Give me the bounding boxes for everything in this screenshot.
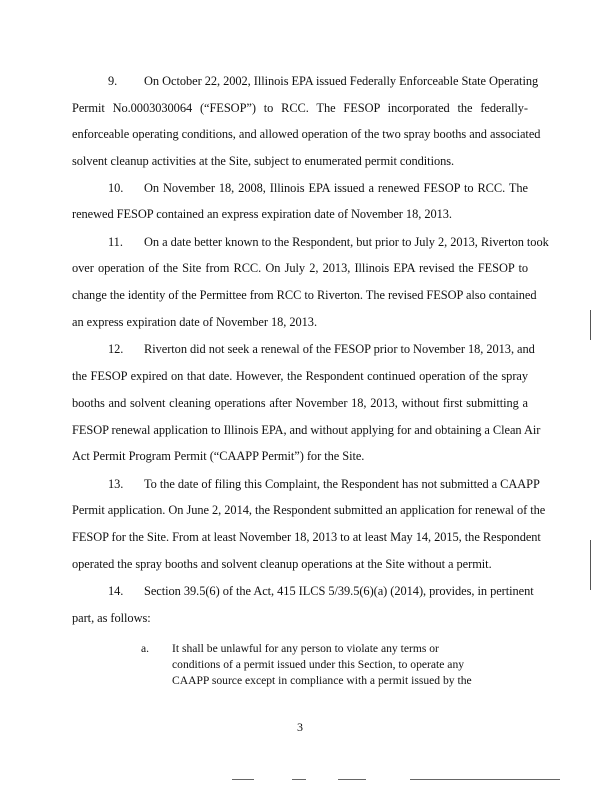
paragraph-9-line-3: enforceable operating conditions, and allowed operation of the two spray booths and associated <box>72 127 541 141</box>
quote-line-2: conditions of a permit issued under this Section, to operate any <box>172 658 465 671</box>
paragraph-14-line-2: part, as follows: <box>72 611 151 625</box>
paragraph-number: 10. <box>108 181 124 195</box>
page-number: 3 <box>297 720 303 734</box>
paragraph-number: 9. <box>108 74 118 88</box>
paragraph-number: 13. <box>108 477 124 491</box>
paragraph-13-line-4: operated the spray booths and solvent cleanup operations at the Site without a permit. <box>72 557 492 571</box>
footer-rule <box>338 779 366 780</box>
paragraph-11-line-2: over operation of the Site from RCC. On July 2, 2013, Illinois EPA revised the FESOP to <box>72 261 528 275</box>
quote-label: a. <box>141 642 150 655</box>
paragraph-9-line-1: 9. On October 22, 2002, Illinois EPA issued Federally Enforceable State Operating <box>72 73 528 89</box>
paragraph-12-line-5: Act Permit Program Permit (“CAAPP Permit”) for the Site. <box>72 449 365 463</box>
paragraph-11-line-1: 11. On a date better known to the Respondent, but prior to July 2, 2013, Riverton took <box>72 234 528 250</box>
paragraph-9-line-2: Permit No.0003030064 (“FESOP”) to RCC. The FESOP incorporated the federally- <box>72 101 528 115</box>
paragraph-11-line-3: change the identity of the Permittee from RCC to Riverton. The revised FESOP also contained <box>72 288 537 302</box>
paragraph-number: 12. <box>108 342 124 356</box>
margin-mark <box>590 310 591 340</box>
paragraph-9-line-4: solvent cleanup activities at the Site, subject to enumerated permit conditions. <box>72 154 455 168</box>
paragraph-13-line-1: 13. To the date of filing this Complaint, the Respondent has not submitted a CAAPP <box>72 476 528 492</box>
paragraph-12-line-1: 12. Riverton did not seek a renewal of the FESOP prior to November 18, 2013, and <box>72 341 528 357</box>
paragraph-13-line-2: Permit application. On June 2, 2014, the Respondent submitted an application for renewal of the <box>72 503 546 517</box>
paragraph-12-line-3: booths and solvent cleaning operations after November 18, 2013, without first submitting a <box>72 396 528 410</box>
footer-rule <box>232 779 254 780</box>
paragraph-10-line-1: 10. On November 18, 2008, Illinois EPA issued a renewed FESOP to RCC. The <box>72 180 528 196</box>
paragraph-11-line-4: an express expiration date of November 18, 2013. <box>72 315 317 329</box>
footer-rule <box>410 779 560 780</box>
quote-line-3: CAAPP source except in compliance with a permit issued by the <box>172 674 472 687</box>
paragraph-13-line-3: FESOP for the Site. From at least November 18, 2013 to at least May 14, 2015, the Respondent <box>72 530 541 544</box>
footer-rule <box>292 779 306 780</box>
quote-line-1: It shall be unlawful for any person to violate any terms or <box>172 642 439 655</box>
paragraph-12-line-2: the FESOP expired on that date. However, the Respondent continued operation of the spray <box>72 369 528 383</box>
paragraph-number: 14. <box>108 584 124 598</box>
paragraph-12-line-4: FESOP renewal application to Illinois EPA, and without applying for and obtaining a Clean Air <box>72 423 541 437</box>
paragraph-number: 11. <box>108 235 123 249</box>
paragraph-14-line-1: 14. Section 39.5(6) of the Act, 415 ILCS 5/39.5(6)(a) (2014), provides, in pertinent <box>72 583 528 599</box>
margin-mark <box>590 540 591 590</box>
paragraph-10-line-2: renewed FESOP contained an express expiration date of November 18, 2013. <box>72 207 452 221</box>
